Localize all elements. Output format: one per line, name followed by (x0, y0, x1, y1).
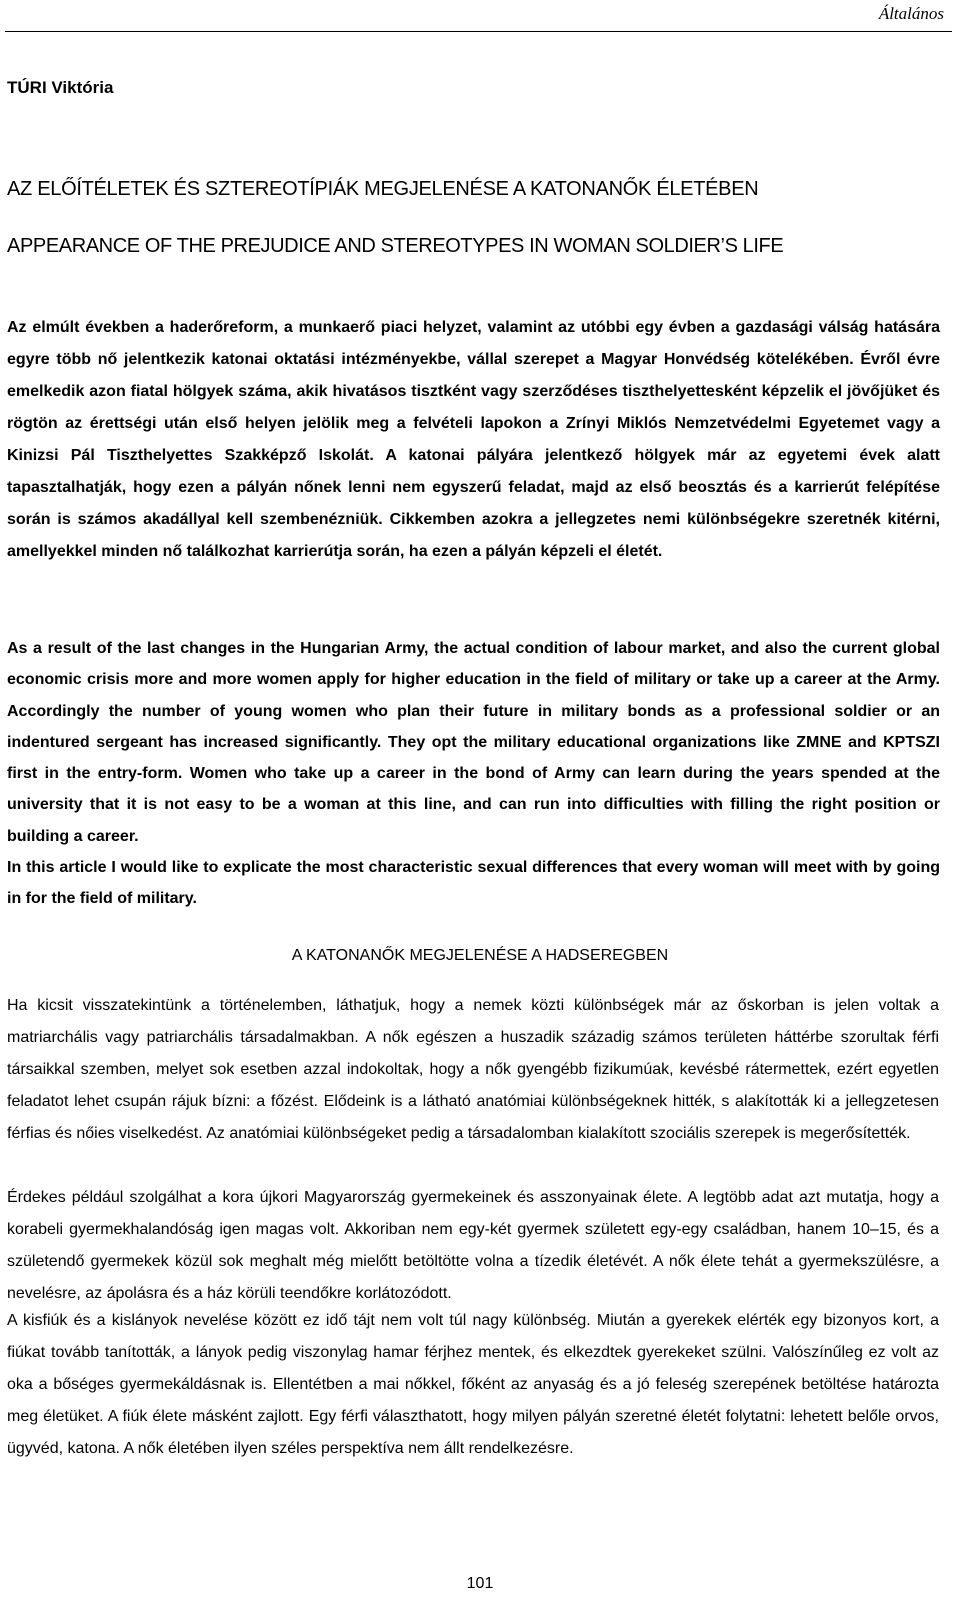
header-divider (5, 31, 952, 32)
article-title-hungarian: AZ ELŐÍTÉLETEK ÉS SZTEREOTÍPIÁK MEGJELENÉSE A KATONANŐK ÉLETÉBEN (7, 178, 759, 200)
body-paragraph-3: A kisfiúk és a kislányok nevelése között ez idő tájt nem volt túl nagy különbség. Miután a gyerekek elérték egy bizonyos kort, a fiúkat tovább tanították, a lányok pedig viszonylag hamar férjhez mentek, és elkezdtek gyerekeket szülni. Valószínűleg ez volt az oka a bőséges gyermekáldásnak is. Ellentétben a mai nőkkel, főként az anyaság és a jó feleség szerepének betöltése határozta meg életüket. A fiúk élete másként zajlott. Egy férfi választhatott, hogy milyen pályán szeretné életét folytatni: lehetett belőle orvos, ügyvéd, katona. A nők életében ilyen széles perspektíva nem állt rendelkezésre. (7, 1312, 939, 1457)
body-paragraph-2: Érdekes például szolgálhat a kora újkori Magyarország gyermekeinek és asszonyainak élete. A legtöbb adat azt mutatja, hogy a korabeli gyermekhalandóság igen magas volt. Akkoriban nem egy-két gyermek született egy-egy családban, hanem 10–15, és a születendő gyermekek közül sok meghalt még mielőtt betöltötte volna a tízedik életévét. A nők élete tehát a gyermekszülésre, a nevelésre, az ápolásra és a ház körüli teendőkre korlátozódott. (7, 1189, 939, 1302)
abstract-english-second-paragraph: In this article I would like to explicate the most characteristic sexual differences that every woman will meet with by going in for the field of military. (7, 859, 940, 908)
article-title-english: APPEARANCE OF THE PREJUDICE AND STEREOTYPES IN WOMAN SOLDIER’S LIFE (7, 235, 784, 257)
section-heading: A KATONANŐK MEGJELENÉSE A HADSEREGBEN (291, 947, 669, 964)
abstract-english: As a result of the last changes in the Hungarian Army, the actual condition of labour market, and also the current global economic crisis more and more women apply for higher education in the field of military or take up a career at the Army. Accordingly the number of young women who plan their future in military bonds as a professional soldier or an indentured sergeant has increased significantly. They opt the military educational organizations like ZMNE and KPTSZI first in the entry-form. Women who take up a career in the bond of Army can learn during the years spended at the university that it is not easy to be a woman at this line, and can run into difficulties with filling the right position or building a career. (7, 640, 940, 845)
abstract-hungarian: Az elmúlt években a haderőreform, a munkaerő piaci helyzet, valamint az utóbbi egy évben a gazdasági válság hatására egyre több nő jelentkezik katonai oktatási intézményekbe, vállal szerepet a Magyar Honvédség kötelékében. Évről évre emelkedik azon fiatal hölgyek száma, akik hivatásos tisztként vagy szerződéses tiszthelyettesként képzelik el jövőjüket és rögtön az érettségi után első helyen jelölik meg a felvételi lapokon a Zrínyi Miklós Nemzetvédelmi Egyetemet vagy a Kinizsi Pál Tiszthelyettes Szakképző Iskolát. A katonai pályára jelentkező hölgyek már az egyetemi évek alatt tapasztalhatják, hogy ezen a pályán nőnek lenni nem egyszerű feladat, majd az első beosztás és a karrierút felépítése során is számos akadállyal kell szembenézniük. Cikkemben azokra a jellegzetes nemi különbségekre szeretnék kitérni, amellyekkel minden nő találkozhat karrierútja során, ha ezen a pályán képzeli el életét. (7, 319, 940, 560)
body-paragraph-1: Ha kicsit visszatekintünk a történelemben, láthatjuk, hogy a nemek közti különbségek már az őskorban is jelen voltak a matriarchális vagy patriarchális társadalmakban. A nők egészen a huszadik századig számos területen háttérbe szorultak férfi társaikkal szemben, melyet sok esetben azzal indokoltak, hogy a nők gyengébb fizikumúak, kevésbé rátermettek, ezért egyetlen feladatot lehet csupán rájuk bízni: a főzést. Elődeink is a látható anatómiai különbségeknek hitték, s alakították ki a jellegzetesen férfias és nőies viselkedést. Az anatómiai különbségeket pedig a társadalomban kialakított szociális szerepek is megerősítették. (7, 997, 939, 1142)
page-number: 101 (466, 1575, 494, 1592)
running-header-section: Általános (878, 4, 944, 23)
author-name: TÚRI Viktória (7, 78, 114, 97)
